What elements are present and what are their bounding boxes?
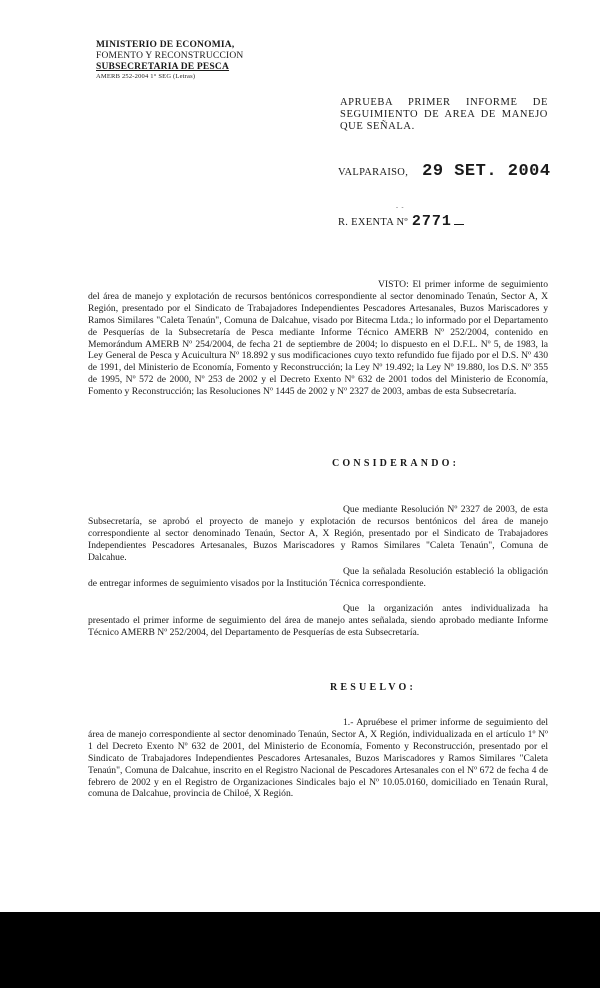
resuelvo-paragraph-1: 1.- Apruébese el primer informe de seguimiento del área de manejo correspondiente al sector denominado Tenaún, Sector A, X Región, individualizada en el artículo 1º Nº 1 del Decreto Exento Nº 632 de 2001, del Ministerio de Economía, Fomento y Reconstrucción, presentado por el Sindicato de Trabajadores Independientes Pescadores Artesanales, Buzos Mariscadores y Ramos Similares "Caleta Tenaún", Comuna de Dalcahue, inscrito en el Registro Nacional de Pescadores Artesanales con el Nº 672 de fecha 4 de febrero de 2002 y en el Registro de Organizaciones Sindicales bajo el Nº 10.05.0160, domiciliado en Tenaún Rural, comuna de Dalcahue, provincia de Chiloé, X Región. [88, 717, 548, 800]
letterhead [96, 40, 246, 81]
letterhead-ministry: MINISTERIO DE ECONOMIA, [96, 40, 235, 50]
letterhead-subsecretaria: SUBSECRETARIA DE PESCA [96, 62, 230, 72]
exenta-mark: - - [396, 205, 405, 211]
exenta-line [338, 213, 464, 230]
resolution-subject: APRUEBA PRIMER INFORME DE SEGUIMIENTO DE AREA DE MANEJO QUE SEÑALA. [340, 97, 548, 132]
letterhead-ministry-2: FOMENTO Y RECONSTRUCCION [96, 51, 244, 61]
considerando-paragraph-3: Que la organización antes individualizada ha presentado el primer informe de seguimiento del área de manejo antes señalada, siendo aprobado mediante Informe Técnico AMERB Nº 252/2004, del Departamento de Pesquerías de esta Subsecretaría. [88, 603, 548, 638]
scan-border [0, 912, 600, 988]
considerando-paragraph-2: Que la señalada Resolución estableció la obligación de entregar informes de seguimiento visados por la Institución Técnica correspondiente. [88, 566, 548, 589]
place-date-line [338, 162, 551, 181]
exenta-number: 2771 [411, 213, 452, 230]
place-label: VALPARAISO, [338, 167, 409, 178]
considerando-paragraph-1: Que mediante Resolución Nº 2327 de 2003, de esta Subsecretaría, se aprobó el proyecto de manejo y explotación de recursos bentónicos del área de manejo correspondiente al sector denominado Tenaún, Sector A, X Región, presentado por el Sindicato de Trabajadores Independientes Pescadores Artesanales, Buzos Mariscadores y Ramos Similares "Caleta Tenaún", Comuna de Dalcahue. [88, 504, 548, 563]
stamped-date: 29 SET. 2004 [422, 162, 551, 181]
letterhead-reference: AMERB 252-2004 1° SEG (Letras) [96, 73, 196, 80]
visto-paragraph: VISTO: El primer informe de seguimiento del área de manejo y explotación de recursos bentónicos correspondiente al sector denominado Tenaún, Sector A, X Región, presentado por el Sindicato de Trabajadores Independientes Pescadores Artesanales, Buzos Mariscadores y Ramos Similares "Caleta Tenaún", Comuna de Dalcahue, visado por Bitecma Ltda.; lo informado por el Departamento de Pesquerías de la Subsecretaría de Pesca mediante Informe Técnico AMERB Nº 252/2004, contenido en Memorándum AMERB Nº 254/2004, de fecha 21 de septiembre de 2004; lo dispuesto en el D.F.L. Nº 5, de 1983, la Ley General de Pesca y Acuicultura Nº 18.892 y sus modificaciones cuyo texto refundido fue fijado por el D.S. Nº 430 de 1991, del Ministerio de Economía, Fomento y Reconstrucción; la Ley Nº 19.492; la Ley Nº 19.880, los D.S. Nº 355 de 1995, Nº 572 de 2000, Nº 253 de 2002 y el Decreto Exento Nº 632 de 2001 todos del Ministerio de Economía, Fomento y Reconstrucción; las Resoluciones Nº 1445 de 2002 y Nº 2327 de 2003, ambas de esta Subsecretaría. [88, 279, 548, 398]
exenta-label: R. EXENTA Nº [338, 217, 408, 228]
considerando-heading: CONSIDERANDO: [332, 458, 460, 469]
exenta-underline [454, 224, 464, 225]
resuelvo-heading: RESUELVO: [330, 682, 417, 693]
